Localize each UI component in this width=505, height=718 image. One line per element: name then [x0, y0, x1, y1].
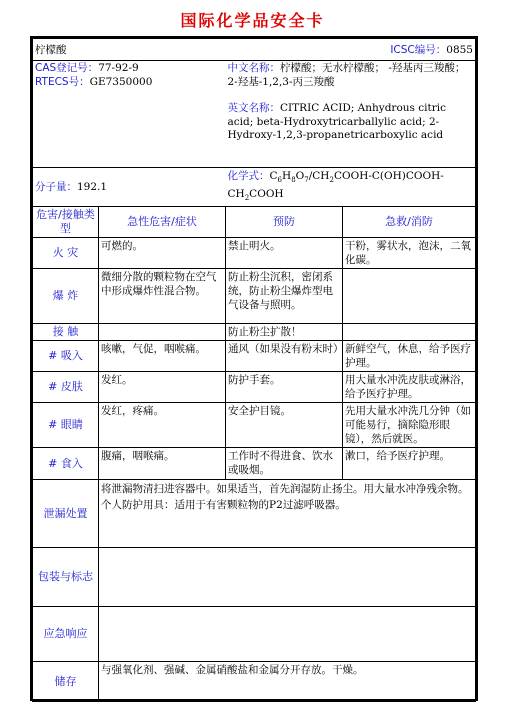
col-header-aid: 急救/消防 [343, 207, 476, 238]
rtecs-label: RTECS号： [35, 75, 90, 88]
emergency-row [33, 607, 476, 662]
icsc-value: 0855 [446, 43, 473, 56]
cn-name-line [228, 62, 474, 89]
mw-cell [33, 168, 226, 207]
card-title: 国际化学品安全卡 [180, 11, 325, 30]
cas-line [35, 62, 224, 76]
row-hazard: 微细分散的颗粒物在空气中形成爆炸性混合物。 [99, 269, 226, 324]
row-type-inhalation: # 吸入 [33, 341, 99, 372]
icsc-label: ICSC编号： [390, 43, 447, 56]
table-row [33, 238, 476, 269]
emergency-text [99, 607, 476, 662]
emergency-label: 应急响应 [33, 607, 99, 662]
card-table [32, 38, 476, 702]
column-headers [33, 207, 476, 238]
rtecs-value: GE7350000 [89, 75, 153, 88]
rtecs-line [35, 76, 224, 90]
row-prevention: 通风（如果没有粉末时） [226, 341, 343, 372]
cas-label: CAS登记号： [35, 62, 99, 74]
table-row [33, 448, 476, 480]
row-aid: 干粉，雾状水，泡沫，二氧化碳。 [343, 238, 476, 269]
row-hazard: 可燃的。 [99, 238, 226, 269]
en-name-value: CITRIC ACID; Anhydrous citric acid; beta-Hydroxytricarballylic acid; 2-Hydroxy-1,2,3-propanetricarboxylic acid [227, 102, 446, 141]
formula-label: 化学式： [227, 170, 270, 182]
formula-value: $C_6H_8O_7/CH_2COOH-C(OH)COOH-CH_2COOH$ [227, 170, 444, 203]
table-row [33, 372, 476, 403]
row-prevention: 防护手套。 [226, 372, 343, 403]
icsc-number [226, 39, 476, 61]
row-prevention: 防止粉尘沉积，密闭系统，防止粉尘爆炸型电气设备与照明。 [226, 269, 343, 324]
row-aid: 漱口，给予医疗护理。 [343, 448, 476, 480]
cn-name-value: 柠檬酸；无水柠檬酸； -羟基丙三羧酸；2-羟基-1,2,3-丙三羧酸 [227, 62, 466, 88]
packaging-label: 包装与标志 [33, 548, 99, 607]
id-block [33, 61, 226, 168]
table-row [33, 341, 476, 372]
packaging-row [33, 548, 476, 607]
col-header-type: 危害/接触类型 [33, 207, 99, 238]
chemical-name: 柠檬酸 [33, 39, 226, 61]
row-hazard: 发红，疼痛。 [99, 403, 226, 448]
col-header-hazard: 急性危害/症状 [99, 207, 226, 238]
row-hazard: 发红。 [99, 372, 226, 403]
row-aid: 先用大量水冲洗几分钟（如可能易行，摘除隐形眼镜），然后就医。 [343, 403, 476, 448]
spill-row [33, 480, 476, 548]
spill-label: 泄漏处置 [33, 480, 99, 548]
storage-row [33, 662, 476, 702]
names-block [226, 61, 476, 168]
cas-value: 77-92-9 [98, 62, 139, 74]
en-name-line [228, 102, 474, 143]
row-prevention: 安全护目镜。 [226, 403, 343, 448]
formula-cell [226, 168, 476, 207]
row-type-fire: 火 灾 [33, 238, 99, 269]
row-aid: 新鲜空气，休息，给予医疗护理。 [343, 341, 476, 372]
row-aid [343, 269, 476, 324]
spill-text: 将泄漏物清扫进容器中。如果适当，首先润湿防止扬尘。用大量水冲净残余物。个人防护用具：适用于有害颗粒物的P2过滤呼吸器。 [99, 480, 476, 548]
mw-label: 分子量： [35, 181, 77, 194]
packaging-text [99, 548, 476, 607]
row-type-ingestion: # 食入 [33, 448, 99, 480]
table-row [33, 403, 476, 448]
mw-value: 192.1 [77, 181, 108, 194]
storage-label: 储存 [33, 662, 99, 702]
row-prevention: 防止粉尘扩散！ [226, 324, 343, 341]
row-type-skin: # 皮肤 [33, 372, 99, 403]
table-row [33, 324, 476, 341]
row-type-eyes: # 眼睛 [33, 403, 99, 448]
row-aid: 用大量水冲洗皮肤或淋浴，给予医疗护理。 [343, 372, 476, 403]
row-prevention: 工作时不得进食、饮水或吸烟。 [226, 448, 343, 480]
row-type-contact: 接 触 [33, 324, 99, 341]
col-header-prevention: 预防 [226, 207, 343, 238]
row-hazard: 腹痛，咽喉痛。 [99, 448, 226, 480]
en-name-label: 英文名称： [227, 102, 280, 114]
cn-name-label: 中文名称： [227, 62, 280, 74]
row-aid [343, 324, 476, 341]
row-hazard [99, 324, 226, 341]
row-type-explosion: 爆 炸 [33, 269, 99, 324]
row-prevention: 禁止明火。 [226, 238, 343, 269]
storage-text: 与强氧化剂、强碱、金属硝酸盐和金属分开存放。干燥。 [99, 662, 476, 702]
safety-card [30, 36, 478, 701]
row-hazard: 咳嗽，气促，咽喉痛。 [99, 341, 226, 372]
table-row [33, 269, 476, 324]
